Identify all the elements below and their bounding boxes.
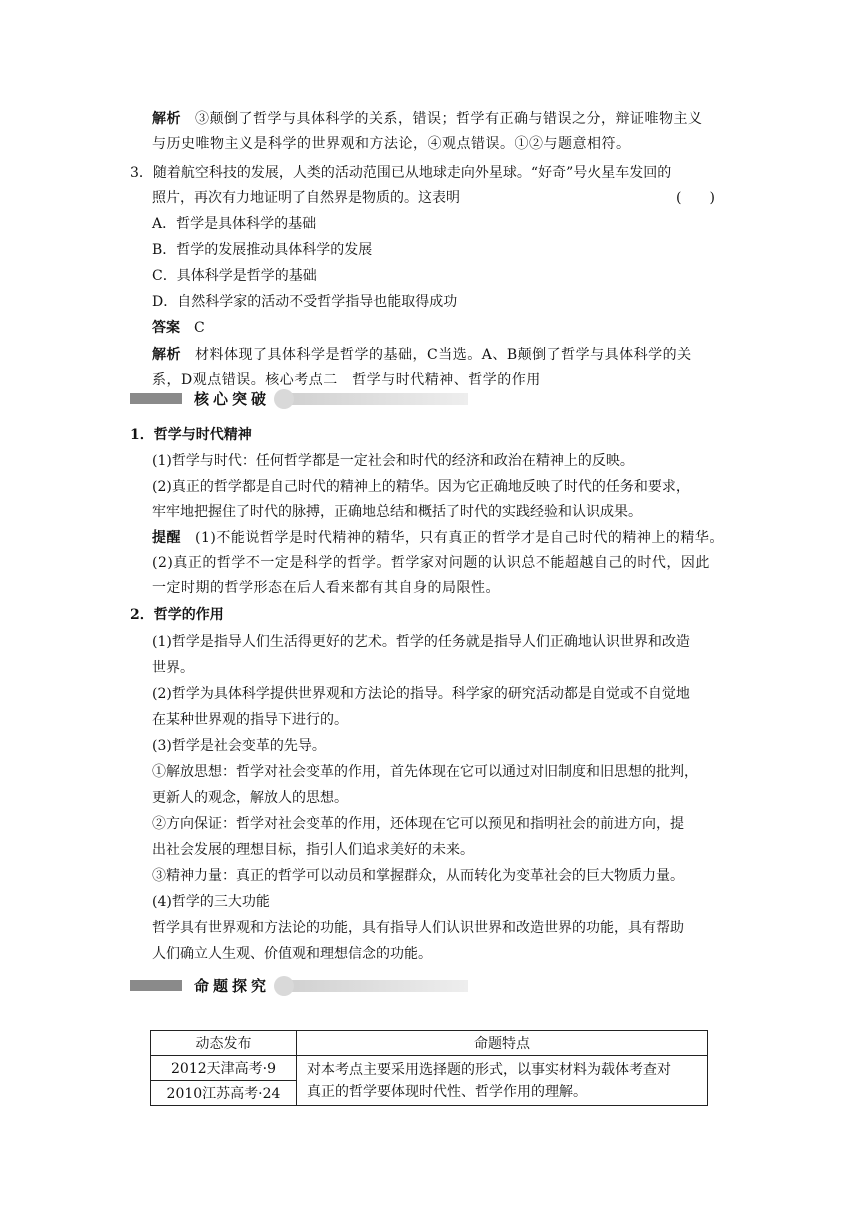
q3-analysis-line1: 解析 材料体现了具体科学是哲学的基础，C当选。A、B颠倒了哲学与具体科学的关 [152,347,692,363]
role-3a-line2: 更新人的观念，解放人的思想。 [152,790,348,806]
answer-label: 答案 [152,320,180,336]
q2-analysis-line1: 解析 ③颠倒了哲学与具体科学的关系，错误；哲学有正确与错误之分，辩证唯物主义 [152,111,703,127]
heading-role-of-philosophy: 2．哲学的作用 [130,607,224,623]
heading-philosophy-and-era: 1．哲学与时代精神 [130,427,252,443]
section-title: 命题探究 [194,977,271,995]
core-p2-line2: 牢牢地把握住了时代的脉搏，正确地总结和概括了时代的实践经验和认识成果。 [152,504,642,520]
analysis-label: 解析 [152,111,181,127]
role-3b-line1: ②方向保证：哲学对社会变革的作用，还体现在它可以预见和指明社会的前进方向，提 [152,816,684,832]
section-header-explore [130,976,470,996]
q3-option-c: C．具体科学是哲学的基础 [152,268,317,284]
role-2-line1: (2)哲学为具体科学提供世界观和方法论的指导。科学家的研究活动都是自觉或不自觉地 [152,686,690,702]
role-4-line1: 哲学具有世界观和方法论的功能，具有指导人们认识世界和改造世界的功能，具有帮助 [152,920,684,936]
q3-analysis-line2: 系，D观点错误。核心考点二 哲学与时代精神、哲学的作用 [152,372,541,388]
q3-option-b: B．哲学的发展推动具体科学的发展 [152,242,373,258]
tip-line3: 一定时期的哲学形态在后人看来都有其自身的局限性。 [152,580,500,596]
section-header-core [130,389,470,409]
role-2-line2: 在某种世界观的指导下进行的。 [152,712,348,728]
role-4: (4)哲学的三大功能 [152,894,270,910]
role-4-line2: 人们确立人生观、价值观和理想信念的功能。 [152,946,432,962]
table-header-cell: 动态发布 [151,1031,297,1056]
role-1-line1: (1)哲学是指导人们生活得更好的艺术。哲学的任务就是指导人们正确地认识世界和改造 [152,634,690,650]
exam-table [150,1030,708,1106]
role-3b-line2: 出社会发展的理想目标，指引人们追求美好的未来。 [152,842,474,858]
table-cell: 2012天津高考·9 [151,1056,297,1081]
q3-answer [152,318,205,338]
q3-option-a: A．哲学是具体科学的基础 [152,216,317,232]
answer-paren: ( ) [676,190,715,206]
q3-stem-line2: 照片，再次有力地证明了自然界是物质的。这表明 [152,190,460,206]
section-title: 核心突破 [194,390,271,408]
q2-analysis-line2: 与历史唯物主义是科学的世界观和方法论，④观点错误。①②与题意相符。 [152,136,631,152]
core-p2-line1: (2)真正的哲学都是自己时代的精神上的精华。因为它正确地反映了时代的任务和要求， [152,479,690,495]
analysis-label: 解析 [152,347,181,363]
q3-option-d: D．自然科学家的活动不受哲学指导也能取得成功 [152,294,458,310]
core-p1: (1)哲学与时代：任何哲学都是一定社会和时代的经济和政治在精神上的反映。 [152,453,634,469]
answer-value: C [194,320,205,336]
table-cell: 2010江苏高考·24 [151,1081,297,1106]
table-feature-cell: 对本考点主要采用选择题的形式，以事实材料为载体考查对 真正的哲学要体现时代性、哲学作用的理解。 [297,1056,708,1106]
tip-line2: (2)真正的哲学不一定是科学的哲学。哲学家对问题的认识总不能超越自己的时代，因此 [152,555,710,571]
role-1-line2: 世界。 [152,660,194,676]
table-header-row [151,1031,708,1056]
table-header-cell: 命题特点 [297,1031,708,1056]
role-3: (3)哲学是社会变革的先导。 [152,738,326,754]
tip-line1: 提醒 (1)不能说哲学是时代精神的精华，只有真正的哲学才是自己时代的精神上的精华。 [152,530,724,546]
role-3a-line1: ①解放思想：哲学对社会变革的作用，首先体现在它可以通过对旧制度和旧思想的批判， [152,764,698,780]
q3-stem-line1: 3．随着航空科技的发展，人类的活动范围已从地球走向外星球。“好奇”号火星车发回的 [130,165,672,181]
table-row [151,1056,708,1081]
tip-label: 提醒 [152,530,181,546]
role-3c: ③精神力量：真正的哲学可以动员和掌握群众，从而转化为变革社会的巨大物质力量。 [152,868,684,884]
